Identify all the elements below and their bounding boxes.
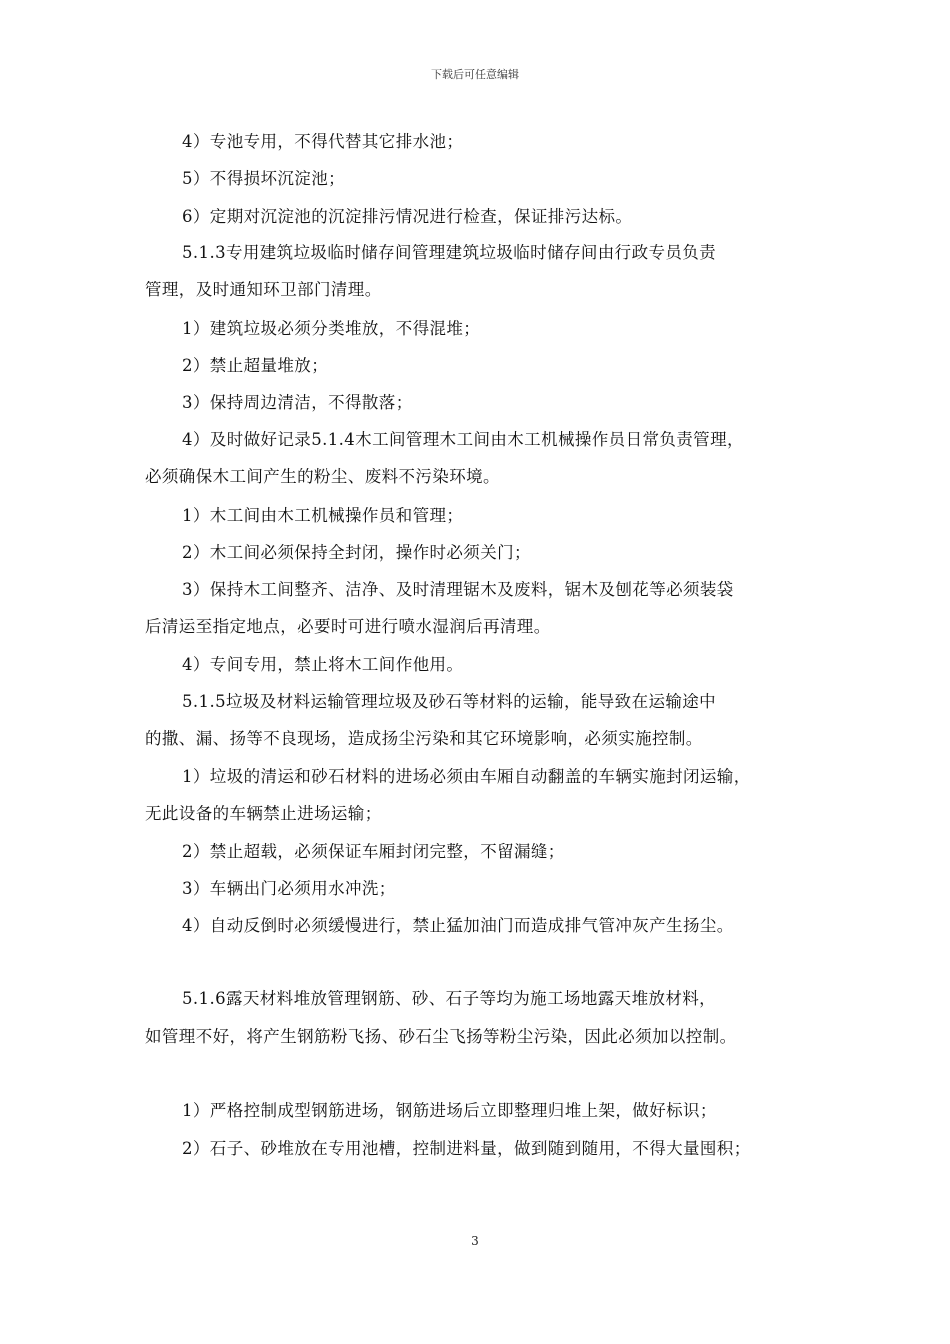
- header-note: 下载后可任意编辑: [431, 68, 519, 81]
- paragraph-line: 1）建筑垃圾必须分类堆放，不得混堆；: [182, 319, 481, 338]
- page-number: 3: [471, 1234, 479, 1248]
- paragraph-line: 无此设备的车辆禁止进场运输；: [145, 804, 382, 823]
- paragraph-line: 4）专池专用，不得代替其它排水池；: [182, 132, 464, 151]
- paragraph-line: 3）保持周边清洁，不得散落；: [182, 393, 413, 412]
- section-heading-line: 5.1.3专用建筑垃圾临时储存间管理建筑垃圾临时储存间由行政专员负责: [182, 243, 717, 262]
- paragraph-line: 5）不得损坏沉淀池；: [182, 169, 345, 188]
- paragraph-line: 的撒、漏、扬等不良现场，造成扬尘污染和其它环境影响，必须实施控制。: [145, 729, 703, 748]
- paragraph-line: 4）专间专用，禁止将木工间作他用。: [182, 655, 464, 674]
- paragraph-line: 3）车辆出门必须用水冲洗；: [182, 879, 396, 898]
- paragraph-line: 3）保持木工间整齐、洁净、及时清理锯木及废料，锯木及刨花等必须装袋: [182, 580, 734, 599]
- paragraph-line: 后清运至指定地点，必要时可进行喷水湿润后再清理。: [145, 617, 551, 636]
- paragraph-line: 4）及时做好记录5.1.4木工间管理木工间由木工机械操作员日常负责管理，: [182, 430, 744, 449]
- paragraph-line: 管理，及时通知环卫部门清理。: [145, 280, 382, 299]
- paragraph-line: 2）禁止超量堆放；: [182, 356, 329, 375]
- paragraph-line: 2）木工间必须保持全封闭，操作时必须关门；: [182, 543, 531, 562]
- paragraph-line: 必须确保木工间产生的粉尘、废料不污染环境。: [145, 467, 500, 486]
- paragraph-line: 4）自动反倒时必须缓慢进行，禁止猛加油门而造成排气管冲灰产生扬尘。: [182, 916, 734, 935]
- paragraph-line: 1）木工间由木工机械操作员和管理；: [182, 506, 464, 525]
- paragraph-line: 如管理不好，将产生钢筋粉飞扬、砂石尘飞扬等粉尘污染，因此必须加以控制。: [145, 1027, 737, 1046]
- paragraph-line: 2）禁止超载，必须保证车厢封闭完整，不留漏缝；: [182, 842, 565, 861]
- paragraph-line: 2）石子、砂堆放在专用池槽，控制进料量，做到随到随用，不得大量囤积；: [182, 1139, 751, 1158]
- section-heading-line: 5.1.6露天材料堆放管理钢筋、砂、石子等均为施工场地露天堆放材料，: [182, 989, 717, 1008]
- section-heading-line: 5.1.5垃圾及材料运输管理垃圾及砂石等材料的运输，能导致在运输途中: [182, 692, 717, 711]
- paragraph-line: 1）严格控制成型钢筋进场，钢筋进场后立即整理归堆上架，做好标识；: [182, 1101, 717, 1120]
- paragraph-line: 1）垃圾的清运和砂石材料的进场必须由车厢自动翻盖的车辆实施封闭运输，: [182, 767, 751, 786]
- paragraph-line: 6）定期对沉淀池的沉淀排污情况进行检查，保证排污达标。: [182, 207, 633, 226]
